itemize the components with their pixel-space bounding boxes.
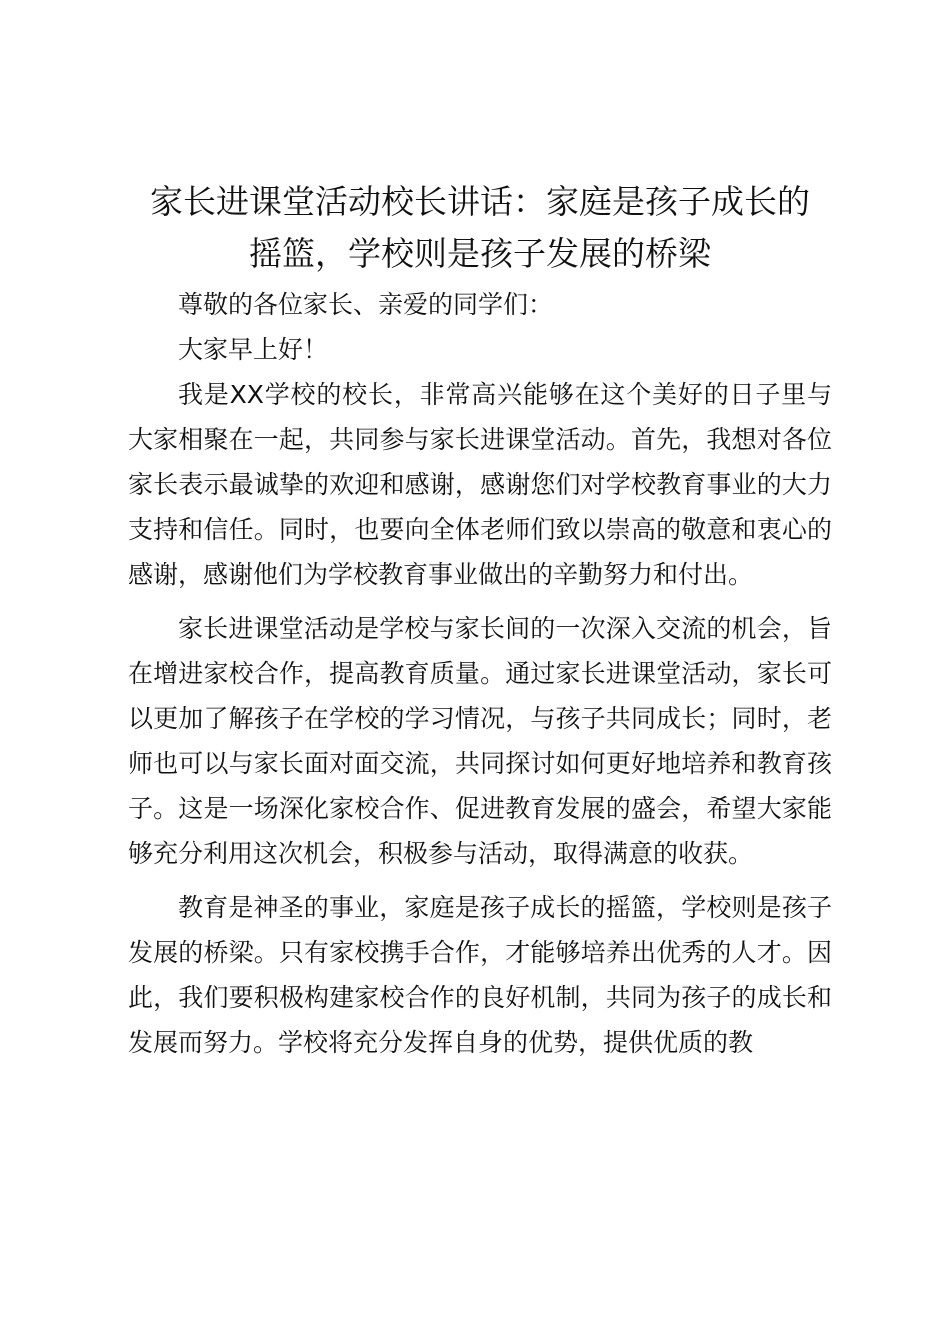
- salutation-paragraph: 大家早上好！: [178, 335, 329, 364]
- document-page: [128, 176, 832, 1065]
- body-paragraph-activity: 家长进课堂活动是学校与家长间的一次深入交流的机会，旨在增进家校合作，提高教育质量。通过家长进课堂活动，家长可以更加了解孩子在学校的学习情况，与孩子共同成长；同时，老师也可以与家长面对面交流，共同探讨如何更好地培养和教育孩子。这是一场深化家校合作、促进教育发展的盛会，希望大家能够充分利用这次机会，积极参与活动，取得满意的收获。: [128, 614, 832, 868]
- body-paragraph-intro: 我是XX学校的校长，非常高兴能够在这个美好的日子里与大家相聚在一起，共同参与家长进课堂活动。首先，我想对各位家长表示最诚挚的欢迎和感谢，感谢您们对学校教育事业的大力支持和信任。同时，也要向全体老师们致以崇高的敬意和衷心的感谢，感谢他们为学校教育事业做出的辛勤努力和付出。: [128, 380, 832, 589]
- title-line-2: 摇篮，学校则是孩子发展的桥梁: [249, 234, 711, 273]
- greeting-paragraph: 尊敬的各位家长、亲爱的同学们：: [178, 290, 554, 319]
- title-line-1: 家长进课堂活动校长讲话：家庭是孩子成长的: [150, 182, 810, 221]
- document-title: [128, 176, 832, 280]
- body-paragraph-education: 教育是神圣的事业，家庭是孩子成长的摇篮，学校则是孩子发展的桥梁。只有家校携手合作，才能够培养出优秀的人才。因此，我们要积极构建家校合作的良好机制，共同为孩子的成长和发展而努力。学校将充分发挥自身的优势，提供优质的教: [128, 893, 832, 1057]
